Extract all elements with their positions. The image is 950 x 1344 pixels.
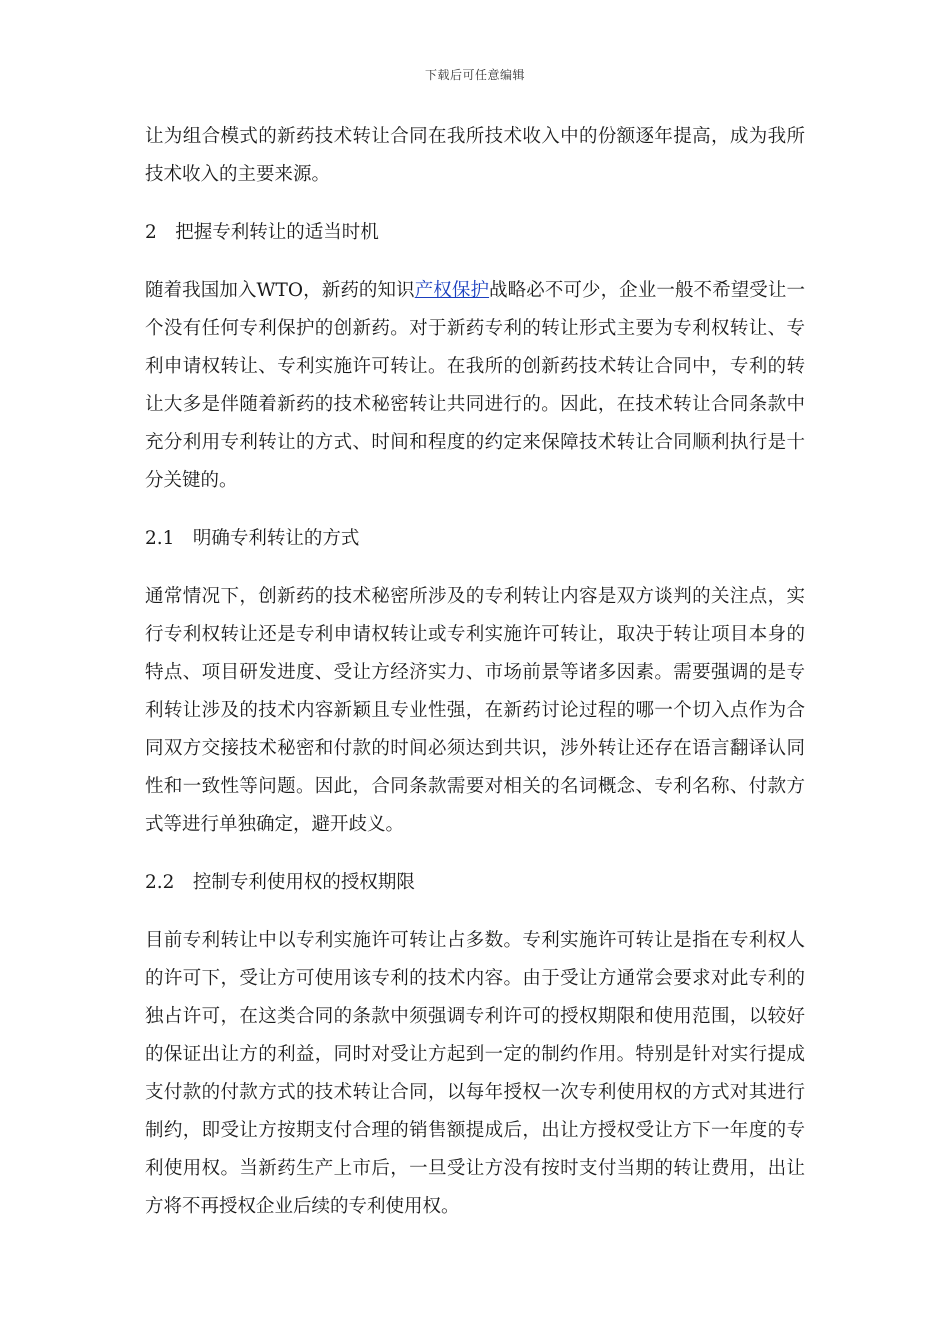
section-heading-2-2: 2.2 控制专利使用权的授权期限 [145, 872, 415, 893]
section-heading-2-1: 2.1 明确专利转让的方式 [145, 528, 360, 549]
paragraph-text: 战略必不可少，企业一般不希望受让一个没有任何专利保护的创新药。对于新药专利的转让形式主要为专利权转让、专利申请权转让、专利实施许可转让。在我所的创新药技术转让合同中，专利的转让大多是伴随着新药的技术秘密转让共同进行的。因此，在技术转让合同条款中充分利用专利转让的方式、时间和程度的约定来保障技术转让合同顺利执行是十分关键的。 [145, 280, 805, 491]
paragraph-text: 随着我国加入WTO，新药的知识 [145, 280, 415, 301]
document-body [145, 118, 805, 1226]
paragraph-intro: 让为组合模式的新药技术转让合同在我所技术收入中的份额逐年提高，成为我所技术收入的主要来源。 [145, 126, 805, 185]
paragraph-section-2-2: 目前专利转让中以专利实施许可转让占多数。专利实施许可转让是指在专利权人的许可下，受让方可使用该专利的技术内容。由于受让方通常会要求对此专利的独占许可，在这类合同的条款中须强调专利许可的授权期限和使用范围，以较好的保证出让方的利益，同时对受让方起到一定的制约作用。特别是针对实行提成支付款的付款方式的技术转让合同，以每年授权一次专利使用权的方式对其进行制约，即受让方按期支付合理的销售额提成后，出让方授权受让方下一年度的专利使用权。当新药生产上市后，一旦受让方没有按时支付当期的转让费用，出让方将不再授权企业后续的专利使用权。 [145, 930, 805, 1217]
spacer [145, 558, 805, 578]
paragraph-section-2-1: 通常情况下，创新药的技术秘密所涉及的专利转让内容是双方谈判的关注点，实行专利权转让还是专利申请权转让或专利实施许可转让，取决于转让项目本身的特点、项目研发进度、受让方经济实力、市场前景等诸多因素。需要强调的是专利转让涉及的技术内容新颖且专业性强，在新药讨论过程的哪一个切入点作为合同双方交接技术秘密和付款的时间必须达到共识，涉外转让还存在语言翻译认同性和一致性等问题。因此，合同条款需要对相关的名词概念、专利名称、付款方式等进行单独确定，避开歧义。 [145, 586, 805, 835]
spacer [145, 252, 805, 272]
spacer [145, 500, 805, 520]
ip-protection-link[interactable]: 产权保护 [414, 280, 490, 301]
spacer [145, 902, 805, 922]
paragraph-section-2 [145, 272, 805, 500]
section-heading-2: 2 把握专利转让的适当时机 [145, 222, 379, 243]
spacer [145, 844, 805, 864]
page-header-note: 下载后可任意编辑 [424, 68, 525, 82]
spacer [145, 194, 805, 214]
